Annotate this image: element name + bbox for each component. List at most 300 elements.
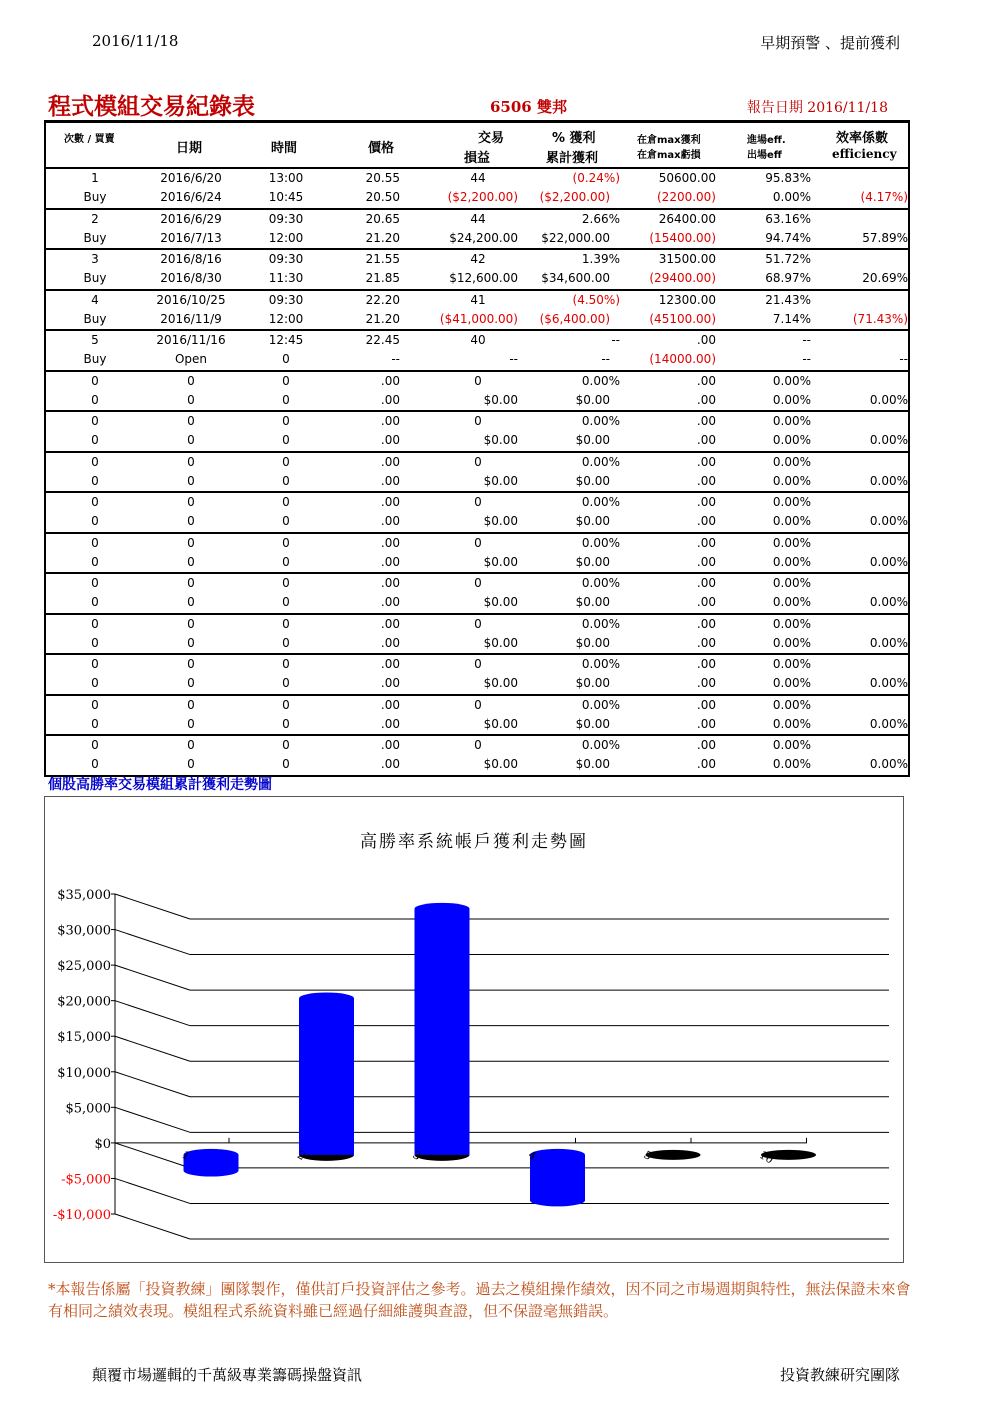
cell-date-in: 2016/6/20 [160,171,222,185]
col-pct-header-1: % 獲利 [552,131,596,146]
cell-date-in: 0 [187,414,195,428]
cell-pct: (4.50%) [572,292,620,307]
table-row [46,736,908,775]
cell-time-in: 0 [282,616,290,631]
cell-time-out: 0 [282,554,290,569]
cell-time-out: 0 [282,676,290,690]
table-row [46,696,908,737]
cell-eff-out: 0.00% [772,635,811,650]
cell-eff-out: 0.00% [772,514,811,528]
cell-eff-out: 7.14% [772,311,811,326]
cell-cum: $0.00 [575,676,610,690]
cell-eff-in: 0.00% [772,697,811,712]
gridline-perspective [115,965,190,990]
cell-cum: ($2,200.00) [539,190,610,204]
cell-price-out: .00 [380,676,400,690]
cell-pnl: $0.00 [483,514,518,528]
cell-max-loss: (29400.00) [649,271,716,285]
x-tick-label: 4 [526,1148,539,1163]
cell-pnl: $0.00 [483,473,518,488]
cell-price-in: .00 [380,738,400,752]
cell-eff-out: 0.00% [772,595,811,609]
table-row [46,210,908,251]
profit-chart-svg [45,797,903,1262]
cell-max-loss: .00 [696,473,716,488]
stock-name: 6506 雙邦 [490,98,567,116]
cell-max-gain: .00 [696,616,716,631]
table-row [46,574,908,615]
cell-side: 0 [91,392,99,407]
cell-time-out: 0 [282,716,290,731]
cell-qty: 44 [470,211,486,226]
cell-seq: 0 [91,414,99,428]
cell-time-in: 12:45 [268,333,304,347]
cell-date-out: 0 [187,514,195,528]
cell-eff-out: 0.00% [772,757,811,771]
cell-max-gain: .00 [696,535,716,550]
cell-eff-in: 0.00% [772,495,811,509]
cell-cum: $0.00 [575,514,610,528]
cell-max-gain: .00 [696,576,716,590]
y-tick-label: $5,000 [65,1101,111,1117]
cell-qty: 40 [470,333,486,347]
x-tick-label: 1 [179,1148,193,1163]
cell-seq: 0 [91,616,99,631]
cell-efficiency: 0.00% [869,433,908,447]
table-row [46,331,908,372]
cell-side: Buy [83,190,107,204]
y-tick-label: $15,000 [57,1030,111,1046]
cell-date-in: 0 [187,738,195,752]
x-tick-label: 10 [757,1148,776,1167]
cell-max-gain: .00 [696,454,716,469]
bar [530,1155,585,1201]
cell-eff-in: 0.00% [772,657,811,671]
cell-eff-out: 0.00% [772,676,811,690]
cell-max-gain: 26400.00 [658,211,716,226]
cell-price-in: .00 [380,535,400,550]
cell-price-out: .00 [380,716,400,731]
cell-price-in: .00 [380,454,400,469]
cell-eff-in: 0.00% [772,535,811,550]
cell-date-out: 0 [187,757,195,771]
col-price-header: 價格 [368,141,395,156]
cell-side: 0 [91,514,99,528]
trade-record-table [44,120,910,777]
cell-efficiency: 0.00% [869,473,908,488]
cell-cum: $0.00 [575,392,610,407]
cell-date-out: 0 [187,676,195,690]
cell-date-out: 2016/6/24 [160,190,222,204]
x-tick-label: 2 [295,1148,308,1163]
cell-price-in: .00 [380,373,400,388]
cell-eff-in: 0.00% [772,454,811,469]
cell-efficiency: 0.00% [869,635,908,650]
cell-max-gain: .00 [696,697,716,712]
header-slogan: 早期預警 、提前獲利 [760,34,900,52]
cell-side: 0 [91,554,99,569]
bar-top [299,992,354,1004]
gridline-perspective [115,1143,190,1168]
cell-cum: -- [601,352,610,366]
cell-efficiency: 0.00% [869,757,908,771]
bar [299,998,354,1154]
cell-date-in: 0 [187,576,195,590]
cell-date-out: 2016/7/13 [160,230,222,245]
cell-time-in: 13:00 [268,171,304,185]
cell-efficiency: 0.00% [869,595,908,609]
cell-seq: 0 [91,373,99,388]
cell-date-in: 2016/11/16 [156,333,226,347]
cell-cum: $0.00 [575,757,610,771]
cell-max-gain: .00 [696,333,716,347]
cell-time-out: 10:45 [268,190,304,204]
cell-cum: $0.00 [575,554,610,569]
col-efficiency-header-2: efficiency [832,147,897,161]
cell-max-loss: .00 [696,433,716,447]
cell-price-out: .00 [380,554,400,569]
cell-pnl: ($2,200.00) [447,190,518,204]
cell-eff-in: 0.00% [772,616,811,631]
cell-price-out: .00 [380,757,400,771]
cell-eff-out: 68.97% [765,271,811,285]
cell-qty: 44 [470,171,486,185]
cell-time-in: 0 [282,373,290,388]
cell-side: Buy [83,230,107,245]
cell-pct: 0.00% [581,373,620,388]
cell-seq: 1 [91,171,99,185]
cell-time-out: 0 [282,433,290,447]
cell-max-loss: .00 [696,676,716,690]
col-pnl-header-2: 損益 [464,151,491,166]
cell-date-in: 0 [187,616,195,631]
table-row [46,291,908,332]
cell-side: Buy [83,271,107,285]
gridline-perspective [115,1001,190,1026]
cell-price-in: 22.45 [365,333,400,347]
cell-date-in: 0 [187,373,195,388]
cell-price-in: .00 [380,414,400,428]
cell-price-out: 21.85 [365,271,400,285]
col-pnl-header-1: 交易 [478,131,505,146]
cell-efficiency: (71.43%) [852,311,908,326]
cell-time-in: 0 [282,495,290,509]
cell-pct: 0.00% [581,535,620,550]
cell-seq: 0 [91,697,99,712]
cell-max-gain: .00 [696,414,716,428]
cell-seq: 0 [91,576,99,590]
bar-top [415,903,470,915]
cell-max-loss: .00 [696,757,716,771]
bar [415,909,470,1155]
y-tick-label: -$5,000 [61,1172,111,1188]
cell-eff-in: 63.16% [765,211,811,226]
cell-pct: 0.00% [581,576,620,590]
cell-date-out: 2016/8/30 [160,271,222,285]
cell-qty: 0 [474,657,482,671]
cell-eff-in: 0.00% [772,738,811,752]
cell-price-out: 20.50 [365,190,400,204]
cell-time-in: 0 [282,657,290,671]
cell-efficiency: 0.00% [869,676,908,690]
cell-date-out: Open [174,352,208,366]
cell-max-loss: .00 [696,514,716,528]
cell-price-in: .00 [380,576,400,590]
cell-side: 0 [91,473,99,488]
cell-time-in: 0 [282,414,290,428]
cell-time-in: 0 [282,454,290,469]
col-pct-header-2: 累計獲利 [546,151,599,166]
table-header [46,123,908,169]
cell-time-in: 0 [282,576,290,590]
x-tick-label: 3 [410,1148,424,1163]
cell-pct: 0.00% [581,738,620,752]
cell-max-loss: .00 [696,635,716,650]
cell-pnl: $0.00 [483,676,518,690]
cell-pnl: $24,200.00 [449,230,518,245]
cell-qty: 0 [474,454,482,469]
cell-price-out: .00 [380,514,400,528]
cell-time-in: 09:30 [268,252,304,266]
cell-efficiency: 0.00% [869,514,908,528]
cell-date-in: 0 [187,535,195,550]
cell-pnl: $0.00 [483,716,518,731]
gridline-perspective [115,1036,190,1061]
cell-time-in: 0 [282,535,290,550]
cell-seq: 0 [91,454,99,469]
gridline-perspective [115,1107,190,1132]
cell-eff-in: 21.43% [765,292,811,307]
table-body [46,169,908,775]
cell-eff-out: 94.74% [765,230,811,245]
col-seq-header: 次數 / 買賣 [64,134,115,145]
cell-pct: 0.00% [581,697,620,712]
cell-max-loss: .00 [696,716,716,731]
cell-time-out: 0 [282,352,290,366]
cell-cum: $0.00 [575,433,610,447]
cell-date-out: 0 [187,433,195,447]
col-max-gain-header: 在倉max獲利 [637,135,701,146]
table-row [46,493,908,534]
cell-price-in: 20.55 [365,171,400,185]
cell-date-out: 2016/11/9 [160,311,222,326]
cell-date-out: 0 [187,392,195,407]
cell-time-out: 12:00 [268,311,304,326]
cell-date-in: 0 [187,697,195,712]
cell-time-out: 11:30 [268,271,304,285]
cell-time-out: 0 [282,514,290,528]
cell-price-out: 21.20 [365,311,400,326]
cell-max-gain: .00 [696,373,716,388]
cell-date-in: 0 [187,454,195,469]
x-tick-label: 5 [641,1148,655,1163]
cell-pct: 0.00% [581,657,620,671]
cell-date-out: 0 [187,554,195,569]
cell-qty: 0 [474,616,482,631]
cell-price-in: .00 [380,697,400,712]
cell-time-in: 0 [282,738,290,752]
cell-date-out: 0 [187,473,195,488]
col-time-header: 時間 [271,141,298,156]
cell-qty: 0 [474,414,482,428]
cell-time-out: 0 [282,595,290,609]
cell-price-out: -- [391,352,400,366]
cell-eff-out: 0.00% [772,716,811,731]
y-tick-label: -$10,000 [52,1208,111,1223]
cell-eff-out: 0.00% [772,433,811,447]
cell-cum: $0.00 [575,635,610,650]
cell-date-out: 0 [187,716,195,731]
cell-eff-in: -- [802,333,811,347]
cell-efficiency: -- [899,352,908,366]
cell-price-in: .00 [380,616,400,631]
cell-seq: 0 [91,535,99,550]
cell-max-loss: (15400.00) [649,230,716,245]
cell-eff-out: 0.00% [772,554,811,569]
cell-eff-in: 51.72% [765,252,811,266]
y-tick-label: $10,000 [57,1065,111,1081]
y-tick-label: $20,000 [57,994,111,1010]
y-tick-label: $0 [94,1136,111,1152]
cell-pct: (0.24%) [572,171,620,185]
y-tick-label: $35,000 [57,888,111,903]
cell-price-out: 21.20 [365,230,400,245]
cell-eff-in: 95.83% [765,171,811,185]
cell-price-in: .00 [380,495,400,509]
cell-pnl: $0.00 [483,595,518,609]
page-title: 程式模組交易紀錄表 [48,93,255,120]
cell-date-in: 2016/8/16 [160,252,222,266]
cell-price-out: .00 [380,473,400,488]
cell-pnl: $0.00 [483,757,518,771]
table-row [46,534,908,575]
header-date: 2016/11/18 [92,32,179,50]
gridline-perspective [115,1178,190,1203]
cell-date-in: 0 [187,495,195,509]
cell-time-in: 0 [282,697,290,712]
cell-pnl: $0.00 [483,433,518,447]
y-tick-label: $25,000 [57,959,111,975]
cell-cum: ($6,400.00) [539,311,610,326]
cell-seq: 5 [91,333,99,347]
cell-efficiency: 20.69% [862,271,908,285]
cell-seq: 4 [91,292,99,307]
col-date-header: 日期 [176,141,203,156]
cell-cum: $0.00 [575,716,610,731]
cell-efficiency: 0.00% [869,392,908,407]
cell-side: 0 [91,595,99,609]
cell-qty: 0 [474,373,482,388]
cell-efficiency: 0.00% [869,716,908,731]
cell-eff-out: 0.00% [772,190,811,204]
cell-cum: $0.00 [575,595,610,609]
cell-pct: 1.39% [581,252,620,266]
cell-time-out: 0 [282,757,290,771]
cell-max-loss: (45100.00) [649,311,716,326]
cell-seq: 0 [91,657,99,671]
cell-eff-out: -- [802,352,811,366]
cell-qty: 0 [474,697,482,712]
cell-max-loss: .00 [696,392,716,407]
footer-slogan: 顛覆市場邏輯的千萬級專業籌碼操盤資訊 [92,1366,363,1384]
table-row [46,372,908,413]
cell-side: 0 [91,433,99,447]
col-eff-in-header: 進場eff. [747,135,786,146]
cell-pnl: $0.00 [483,554,518,569]
cell-side: Buy [83,311,107,326]
table-row [46,655,908,696]
col-efficiency-header-1: 效率係數 [836,131,889,146]
cell-eff-out: 0.00% [772,392,811,407]
chart-title: 高勝率系統帳戶獲利走勢圖 [360,832,588,852]
cell-price-out: .00 [380,635,400,650]
cell-pct: 0.00% [581,495,620,509]
cell-date-out: 0 [187,595,195,609]
cell-max-loss: .00 [696,554,716,569]
gridline-perspective [115,930,190,955]
cell-seq: 0 [91,495,99,509]
col-eff-out-header: 出場eff [747,150,782,161]
cell-pct: 0.00% [581,616,620,631]
cell-price-in: 20.65 [365,211,400,226]
cell-pct: 0.00% [581,414,620,428]
cell-pnl: -- [509,352,518,366]
cell-efficiency: (4.17%) [860,190,908,204]
cell-qty: 0 [474,495,482,509]
cell-time-in: 09:30 [268,292,304,307]
cell-cum: $0.00 [575,473,610,488]
gridline-perspective [115,894,190,919]
cell-max-loss: (14000.00) [649,352,716,366]
cell-side: 0 [91,676,99,690]
cell-max-gain: .00 [696,738,716,752]
cell-qty: 0 [474,738,482,752]
table-row [46,453,908,494]
cell-max-loss: (2200.00) [657,190,716,204]
cell-price-out: .00 [380,595,400,609]
cell-pct: -- [611,333,620,347]
cell-seq: 3 [91,252,99,266]
chart-section-title: 個股高勝率交易模組累計獲利走勢圖 [48,777,272,793]
cell-time-out: 0 [282,473,290,488]
table-row [46,412,908,453]
cell-time-out: 0 [282,635,290,650]
cell-pnl: $12,600.00 [449,271,518,285]
cell-max-gain: 31500.00 [658,252,716,266]
cell-time-out: 12:00 [268,230,304,245]
cell-qty: 42 [470,252,486,266]
cell-eff-in: 0.00% [772,576,811,590]
cell-seq: 0 [91,738,99,752]
footer-team: 投資教練研究團隊 [779,1366,900,1384]
cell-eff-out: 0.00% [772,473,811,488]
cell-pnl: $0.00 [483,635,518,650]
cell-time-in: 09:30 [268,211,304,226]
cell-qty: 0 [474,535,482,550]
cell-efficiency: 57.89% [862,230,908,245]
cell-seq: 2 [91,211,99,226]
cell-date-in: 0 [187,657,195,671]
table-row [46,169,908,210]
cell-price-in: 21.55 [365,252,400,266]
report-date: 報告日期 2016/11/18 [746,100,888,116]
cell-qty: 0 [474,576,482,590]
table-row [46,250,908,291]
col-max-loss-header: 在倉max虧損 [637,150,701,161]
cell-date-in: 2016/6/29 [160,211,222,226]
cell-date-out: 0 [187,635,195,650]
cell-price-out: .00 [380,433,400,447]
